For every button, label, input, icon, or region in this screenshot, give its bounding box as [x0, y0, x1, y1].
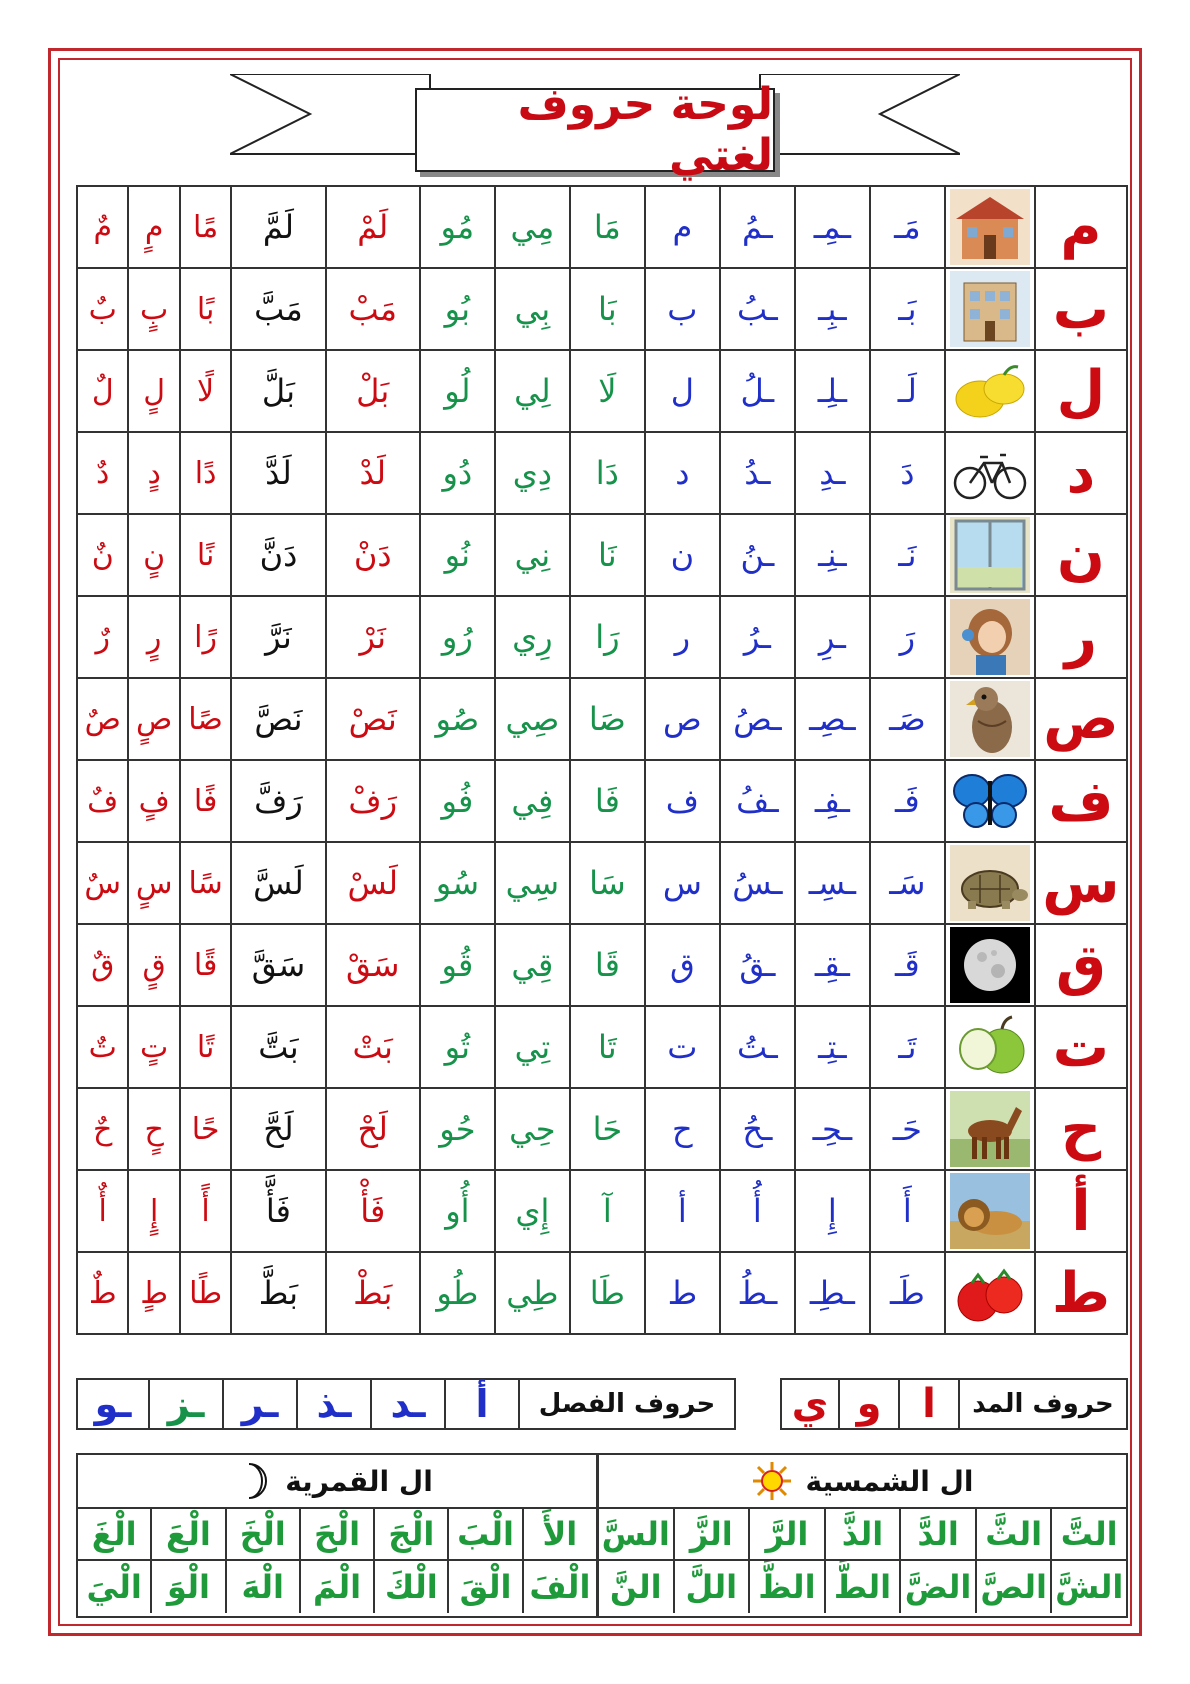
- main-letter: ب: [1035, 268, 1127, 350]
- madd-letter: ي: [791, 1381, 829, 1427]
- apple-icon: [950, 1009, 1030, 1085]
- letter-picture: [945, 1252, 1035, 1334]
- madd-letter: و: [838, 1380, 898, 1428]
- syllable-cell: طٍ: [128, 1252, 179, 1334]
- main-letter: س: [1035, 842, 1127, 924]
- letter-row: [77, 842, 1127, 924]
- syllable-cell: فَـ: [870, 760, 945, 842]
- lam-cell: اللَّ: [673, 1561, 749, 1613]
- shamsiya-row: [599, 1561, 1126, 1613]
- syllable-cell: ـطِـ: [795, 1252, 870, 1334]
- letter-picture: [945, 514, 1035, 596]
- letter-picture: [945, 350, 1035, 432]
- letter-picture: [945, 1006, 1035, 1088]
- fasl-letter: ـذ: [296, 1380, 370, 1428]
- syllable-cell: سَا: [570, 842, 645, 924]
- letter-row: [77, 186, 1127, 268]
- falcon-icon: [950, 681, 1030, 757]
- syllable-cell: ـتُ: [720, 1006, 795, 1088]
- lam-cell: الْعَ: [150, 1509, 224, 1559]
- syllable-cell: ـطُ: [720, 1252, 795, 1334]
- syllable-cell: إٍ: [128, 1170, 179, 1252]
- letter-picture: [945, 186, 1035, 268]
- syllable-cell: طُو: [420, 1252, 495, 1334]
- page-title: لوحة حروف لغتي: [517, 79, 773, 181]
- syllable-cell: أُو: [420, 1170, 495, 1252]
- fasl-box: [76, 1378, 736, 1430]
- title-box: [415, 79, 775, 181]
- syllable-cell: نَـ: [870, 514, 945, 596]
- lam-cell: الْخَ: [225, 1509, 299, 1559]
- syllable-cell: فَأَّ: [231, 1170, 325, 1252]
- main-letter: ط: [1035, 1252, 1127, 1334]
- syllable-cell: ن: [645, 514, 720, 596]
- syllable-cell: حُو: [420, 1088, 495, 1170]
- letter-row: [77, 432, 1127, 514]
- letter-row: [77, 514, 1127, 596]
- syllable-cell: ـقُ: [720, 924, 795, 1006]
- letter-picture: [945, 924, 1035, 1006]
- lam-cell: الظَّ: [748, 1561, 824, 1613]
- bicycle-icon: [950, 435, 1030, 511]
- syllable-cell: دًا: [180, 432, 231, 514]
- syllable-cell: ـنِـ: [795, 514, 870, 596]
- syllable-cell: فًا: [180, 760, 231, 842]
- syllable-cell: صٌ: [77, 678, 128, 760]
- syllable-cell: مِي: [495, 186, 570, 268]
- syllable-cell: سٌ: [77, 842, 128, 924]
- letter-row: [77, 350, 1127, 432]
- syllable-cell: مٌ: [77, 186, 128, 268]
- syllable-cell: تٌ: [77, 1006, 128, 1088]
- lam-cell: الْقَ: [447, 1561, 521, 1613]
- syllable-cell: نُو: [420, 514, 495, 596]
- shamsiya-label: ال الشمسية: [805, 1464, 974, 1498]
- syllable-cell: ق: [645, 924, 720, 1006]
- turtle-icon: [950, 845, 1030, 921]
- lam-cell: الْوَ: [150, 1561, 224, 1613]
- lion-icon: [950, 1173, 1030, 1249]
- lam-cell: الزَّ: [673, 1509, 749, 1559]
- fasl-letter: ـد: [370, 1380, 444, 1428]
- lam-cell: الْكَ: [373, 1561, 447, 1613]
- lam-cell: الشَّ: [1050, 1561, 1126, 1613]
- syllable-cell: نَصْ: [326, 678, 420, 760]
- letter-picture: [945, 760, 1035, 842]
- syllable-cell: تِي: [495, 1006, 570, 1088]
- syllable-cell: دَ: [870, 432, 945, 514]
- syllable-cell: ر: [645, 596, 720, 678]
- lam-section: [76, 1453, 1128, 1618]
- lam-cell: الْيَ: [86, 1568, 142, 1606]
- fasl-letter: ـز: [148, 1380, 222, 1428]
- syllable-cell: قُو: [420, 924, 495, 1006]
- syllable-cell: ب: [645, 268, 720, 350]
- house-icon: [950, 189, 1030, 265]
- syllable-cell: لَدْ: [326, 432, 420, 514]
- lam-cell: الْمَ: [299, 1561, 373, 1613]
- syllable-cell: لٍ: [128, 350, 179, 432]
- syllable-cell: رَا: [570, 596, 645, 678]
- syllable-cell: بَتَّ: [231, 1006, 325, 1088]
- syllable-cell: إِ: [795, 1170, 870, 1252]
- syllable-cell: صَـ: [870, 678, 945, 760]
- syllable-cell: بُو: [420, 268, 495, 350]
- syllable-cell: تَا: [570, 1006, 645, 1088]
- syllable-cell: ل: [645, 350, 720, 432]
- lam-cell: الْبَ: [447, 1509, 521, 1559]
- main-letter: ق: [1035, 924, 1127, 1006]
- lam-cell: الْفَ: [522, 1561, 596, 1613]
- syllable-cell: قًا: [180, 924, 231, 1006]
- syllable-cell: دِي: [495, 432, 570, 514]
- syllable-cell: تَـ: [870, 1006, 945, 1088]
- lam-cell: السَّ: [601, 1515, 670, 1553]
- syllable-cell: لَسَّ: [231, 842, 325, 924]
- lam-cell: النَّ: [609, 1568, 662, 1606]
- syllable-cell: أً: [180, 1170, 231, 1252]
- syllable-cell: مَبْ: [326, 268, 420, 350]
- tomato-icon: [950, 1255, 1030, 1331]
- syllable-cell: تُو: [420, 1006, 495, 1088]
- syllable-cell: ـحُ: [720, 1088, 795, 1170]
- fasl-label-cell: [518, 1380, 734, 1428]
- lam-cell: الرَّ: [748, 1509, 824, 1559]
- syllable-cell: دُو: [420, 432, 495, 514]
- syllable-cell: فَا: [570, 760, 645, 842]
- lam-cell: التَّ: [1050, 1509, 1126, 1559]
- letter-picture: [945, 596, 1035, 678]
- moon-icon: [950, 927, 1030, 1003]
- shamsiya-panel: [596, 1455, 1126, 1616]
- syllable-cell: صِي: [495, 678, 570, 760]
- syllable-cell: أَ: [870, 1170, 945, 1252]
- syllable-cell: ـلِـ: [795, 350, 870, 432]
- syllable-cell: مًا: [180, 186, 231, 268]
- syllable-cell: نٍ: [128, 514, 179, 596]
- main-letter: م: [1035, 186, 1127, 268]
- syllable-cell: قَا: [570, 924, 645, 1006]
- syllable-cell: لَحْ: [326, 1088, 420, 1170]
- syllable-cell: لِي: [495, 350, 570, 432]
- syllable-cell: ـتِـ: [795, 1006, 870, 1088]
- syllable-cell: لًا: [180, 350, 231, 432]
- lam-cell: الذَّ: [824, 1509, 900, 1559]
- syllable-cell: آ: [570, 1170, 645, 1252]
- letter-row: [77, 1006, 1127, 1088]
- main-letter: أ: [1035, 1170, 1127, 1252]
- syllable-cell: س: [645, 842, 720, 924]
- syllable-cell: أُ: [720, 1170, 795, 1252]
- sun-icon: [752, 1461, 792, 1501]
- syllable-cell: ـرُ: [720, 596, 795, 678]
- syllable-cell: قٌ: [77, 924, 128, 1006]
- syllable-cell: سًا: [180, 842, 231, 924]
- syllable-cell: بَلْ: [326, 350, 420, 432]
- syllable-cell: رَ: [870, 596, 945, 678]
- syllable-cell: ـبُ: [720, 268, 795, 350]
- window-icon: [950, 517, 1030, 593]
- syllable-cell: رٌ: [77, 596, 128, 678]
- main-letter: ف: [1035, 760, 1127, 842]
- syllable-cell: رَفْ: [326, 760, 420, 842]
- main-letter: ل: [1035, 350, 1127, 432]
- crescent-moon-icon: [241, 1461, 271, 1501]
- syllable-cell: طٌ: [77, 1252, 128, 1334]
- syllable-cell: دٍ: [128, 432, 179, 514]
- syllable-cell: فِي: [495, 760, 570, 842]
- syllable-cell: طًا: [180, 1252, 231, 1334]
- syllable-cell: ـمُ: [720, 186, 795, 268]
- qamariya-panel: [78, 1455, 596, 1616]
- syllable-cell: لَا: [570, 350, 645, 432]
- syllable-cell: ف: [645, 760, 720, 842]
- syllable-cell: د: [645, 432, 720, 514]
- qamariya-row: [78, 1509, 596, 1561]
- syllable-cell: فُو: [420, 760, 495, 842]
- syllable-cell: بٌ: [77, 268, 128, 350]
- syllable-cell: صُو: [420, 678, 495, 760]
- madd-label: حروف المد: [972, 1389, 1114, 1419]
- syllable-cell: مُو: [420, 186, 495, 268]
- syllable-cell: ص: [645, 678, 720, 760]
- syllable-cell: بَتْ: [326, 1006, 420, 1088]
- letter-picture: [945, 432, 1035, 514]
- syllable-cell: ـنُ: [720, 514, 795, 596]
- syllable-cell: رِي: [495, 596, 570, 678]
- syllable-cell: نَا: [570, 514, 645, 596]
- syllable-cell: م: [645, 186, 720, 268]
- lemon-icon: [950, 353, 1030, 429]
- syllable-cell: ـسُ: [720, 842, 795, 924]
- qamariya-label: ال القمرية: [285, 1464, 433, 1498]
- letters-table: [76, 185, 1128, 1335]
- syllable-cell: رَفَّ: [231, 760, 325, 842]
- letter-row: [77, 924, 1127, 1006]
- qamariya-header: [78, 1455, 596, 1509]
- syllable-cell: ـلُ: [720, 350, 795, 432]
- syllable-cell: سَقْ: [326, 924, 420, 1006]
- syllable-cell: نَرْ: [326, 596, 420, 678]
- syllable-cell: إِي: [495, 1170, 570, 1252]
- syllable-cell: لَمَّ: [231, 186, 325, 268]
- syllable-cell: بَا: [570, 268, 645, 350]
- syllable-cell: تٍ: [128, 1006, 179, 1088]
- madd-box: [780, 1378, 1128, 1430]
- syllable-cell: بَلَّ: [231, 350, 325, 432]
- syllable-cell: بَطَّ: [231, 1252, 325, 1334]
- syllable-cell: دَنْ: [326, 514, 420, 596]
- syllable-cell: سَـ: [870, 842, 945, 924]
- syllable-cell: ـفِـ: [795, 760, 870, 842]
- syllable-cell: أٌ: [77, 1170, 128, 1252]
- syllable-cell: بِي: [495, 268, 570, 350]
- syllable-cell: سَقَّ: [231, 924, 325, 1006]
- main-letter: ص: [1035, 678, 1127, 760]
- building-icon: [950, 271, 1030, 347]
- syllable-cell: سُو: [420, 842, 495, 924]
- syllable-cell: نًا: [180, 514, 231, 596]
- syllable-cell: مٍ: [128, 186, 179, 268]
- lam-cell: الْجَ: [373, 1509, 447, 1559]
- syllable-cell: ـدِ: [795, 432, 870, 514]
- lam-cell: الثَّ: [975, 1509, 1051, 1559]
- shamsiya-header: [599, 1455, 1126, 1509]
- main-letter: ح: [1035, 1088, 1127, 1170]
- syllable-cell: ـصِـ: [795, 678, 870, 760]
- syllable-cell: ـبِـ: [795, 268, 870, 350]
- lam-cell: الْهَ: [225, 1561, 299, 1613]
- syllable-cell: تًا: [180, 1006, 231, 1088]
- syllable-cell: نِي: [495, 514, 570, 596]
- syllable-cell: لَحَّ: [231, 1088, 325, 1170]
- lam-cell: الْغَ: [91, 1515, 137, 1553]
- syllable-cell: فَأْ: [326, 1170, 420, 1252]
- syllable-cell: ـدُ: [720, 432, 795, 514]
- syllable-cell: طَا: [570, 1252, 645, 1334]
- syllable-cell: ط: [645, 1252, 720, 1334]
- syllable-cell: بَـ: [870, 268, 945, 350]
- syllable-cell: دَا: [570, 432, 645, 514]
- syllable-cell: دَنَّ: [231, 514, 325, 596]
- madd-label-cell: [958, 1380, 1126, 1428]
- syllable-cell: لَـ: [870, 350, 945, 432]
- syllable-cell: لٌ: [77, 350, 128, 432]
- syllable-cell: حَـ: [870, 1088, 945, 1170]
- syllable-cell: حٌ: [77, 1088, 128, 1170]
- syllable-cell: أ: [645, 1170, 720, 1252]
- madd-letter: ا: [898, 1380, 958, 1428]
- syllable-cell: ـصُ: [720, 678, 795, 760]
- syllable-cell: نَصَّ: [231, 678, 325, 760]
- fasl-letter: ـر: [222, 1380, 296, 1428]
- letter-row: [77, 1252, 1127, 1334]
- letter-picture: [945, 842, 1035, 924]
- syllable-cell: حِي: [495, 1088, 570, 1170]
- syllable-cell: ـحِـ: [795, 1088, 870, 1170]
- qamariya-row: [78, 1561, 596, 1613]
- letter-picture: [945, 1088, 1035, 1170]
- lam-cell: الطَّ: [824, 1561, 900, 1613]
- syllable-cell: حٍ: [128, 1088, 179, 1170]
- horse-icon: [950, 1091, 1030, 1167]
- syllable-cell: ـقِـ: [795, 924, 870, 1006]
- butterfly-icon: [950, 763, 1030, 839]
- syllable-cell: ـسِـ: [795, 842, 870, 924]
- syllable-cell: دٌ: [77, 432, 128, 514]
- shamsiya-row: [599, 1509, 1126, 1561]
- fasl-label: حروف الفصل: [538, 1389, 716, 1419]
- syllable-cell: سِي: [495, 842, 570, 924]
- syllable-cell: مَـ: [870, 186, 945, 268]
- letter-row: [77, 760, 1127, 842]
- fasl-letter: ـو: [94, 1382, 132, 1426]
- fasl-letter: أ: [444, 1380, 518, 1428]
- syllable-cell: مَبَّ: [231, 268, 325, 350]
- syllable-cell: ت: [645, 1006, 720, 1088]
- letter-picture: [945, 678, 1035, 760]
- syllable-cell: نٌ: [77, 514, 128, 596]
- syllable-cell: رٍ: [128, 596, 179, 678]
- syllable-cell: لَسْ: [326, 842, 420, 924]
- syllable-cell: قَـ: [870, 924, 945, 1006]
- syllable-cell: حَا: [570, 1088, 645, 1170]
- syllable-cell: فٍ: [128, 760, 179, 842]
- syllable-cell: لُو: [420, 350, 495, 432]
- letter-picture: [945, 268, 1035, 350]
- lam-cell: الدَّ: [899, 1509, 975, 1559]
- syllable-cell: مَا: [570, 186, 645, 268]
- syllable-cell: ـمِـ: [795, 186, 870, 268]
- syllable-cell: رُو: [420, 596, 495, 678]
- letter-row: [77, 268, 1127, 350]
- syllable-cell: بًا: [180, 268, 231, 350]
- letter-row: [77, 596, 1127, 678]
- syllable-cell: حًا: [180, 1088, 231, 1170]
- syllable-cell: طِي: [495, 1252, 570, 1334]
- syllable-cell: لَدَّ: [231, 432, 325, 514]
- syllable-cell: ـرِ: [795, 596, 870, 678]
- syllable-cell: ـفُ: [720, 760, 795, 842]
- syllable-cell: بٍ: [128, 268, 179, 350]
- main-letter: د: [1035, 432, 1127, 514]
- syllable-cell: ح: [645, 1088, 720, 1170]
- main-letter: ر: [1035, 596, 1127, 678]
- syllable-cell: قِي: [495, 924, 570, 1006]
- syllable-cell: طَـ: [870, 1252, 945, 1334]
- lam-cell: الْحَ: [299, 1509, 373, 1559]
- syllable-cell: صٍ: [128, 678, 179, 760]
- lam-cell: الصَّ: [975, 1561, 1051, 1613]
- syllable-cell: صًا: [180, 678, 231, 760]
- lam-cell: الضَّ: [899, 1561, 975, 1613]
- syllable-cell: سٍ: [128, 842, 179, 924]
- syllable-cell: نَرَّ: [231, 596, 325, 678]
- main-letter: ت: [1035, 1006, 1127, 1088]
- lam-cell: الأَ: [522, 1509, 596, 1559]
- letter-row: [77, 1088, 1127, 1170]
- letter-row: [77, 1170, 1127, 1252]
- letter-picture: [945, 1170, 1035, 1252]
- letter-row: [77, 678, 1127, 760]
- girl-icon: [950, 599, 1030, 675]
- main-letter: ن: [1035, 514, 1127, 596]
- syllable-cell: صَا: [570, 678, 645, 760]
- syllable-cell: رًا: [180, 596, 231, 678]
- syllable-cell: فٌ: [77, 760, 128, 842]
- syllable-cell: لَمْ: [326, 186, 420, 268]
- syllable-cell: قٍ: [128, 924, 179, 1006]
- syllable-cell: بَطْ: [326, 1252, 420, 1334]
